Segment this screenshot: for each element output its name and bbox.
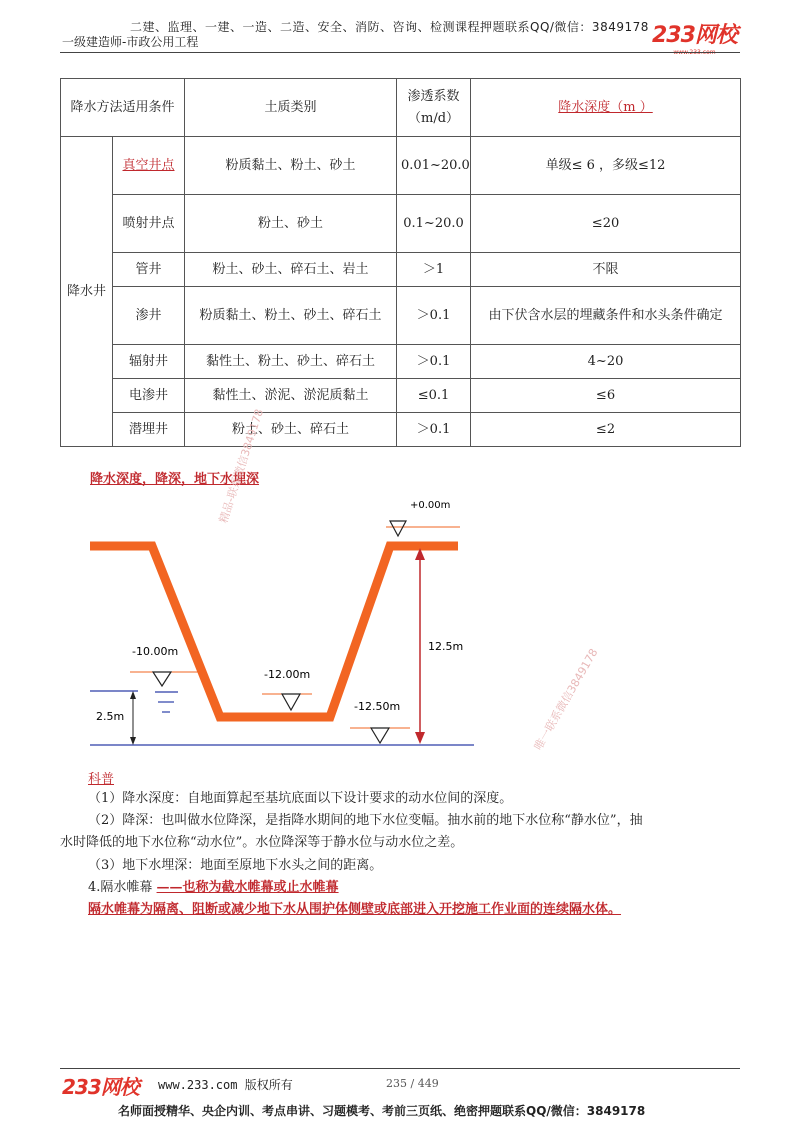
- k-cell: ＞0.1: [397, 413, 471, 447]
- ground-level-triangle: [390, 521, 406, 536]
- header-depth-label: 降水深度（m ）: [558, 99, 653, 115]
- label-top: +0.00m: [410, 500, 451, 511]
- soil-cell: 粉质黏土、粉土、砂土、碎石土: [185, 287, 397, 345]
- label-depth: 12.5m: [428, 640, 464, 653]
- science-p4-red: ——也称为截水帷幕或止水帷幕: [156, 880, 339, 895]
- bottom-level-triangle: [282, 694, 300, 710]
- method-cell: 喷射井点: [113, 195, 185, 253]
- header-condition: 降水方法适用条件: [61, 79, 185, 137]
- header-logo-text: 233网校: [652, 23, 737, 48]
- label-static: -10.00m: [132, 645, 179, 658]
- footer-page-number: 235 / 449: [386, 1077, 439, 1090]
- group-label: 降水井: [61, 137, 113, 447]
- table-row: [61, 195, 741, 253]
- header-logo: [652, 18, 737, 56]
- depth-cell: ≤20: [471, 195, 741, 253]
- header-rule: [60, 52, 740, 53]
- science-p5: [88, 901, 621, 919]
- k-cell: ＞1: [397, 253, 471, 287]
- method-cell: 辐射井: [113, 345, 185, 379]
- footer-contact-line: 名师面授精华、央企内训、考点串讲、习题模考、考前三页纸、绝密押题联系QQ/微信：3849178: [118, 1104, 646, 1118]
- header-contact-line: 二建、监理、一建、一造、二造、安全、消防、咨询、检测课程押题联系QQ/微信：3849178: [130, 20, 649, 34]
- excavation-outline: [90, 546, 458, 717]
- soil-cell: 粉土、砂土: [185, 195, 397, 253]
- table-row: [61, 137, 741, 195]
- depth-cell: 单级≤ 6 ，多级≤12: [471, 137, 741, 195]
- science-heading-text: 科普: [88, 772, 115, 787]
- depth-cell: 由下伏含水层的埋藏条件和水头条件确定: [471, 287, 741, 345]
- depth-cell: ≤2: [471, 413, 741, 447]
- science-p5-text: 隔水帷幕为隔离、阻断或减少地下水从围护体侧壁或底部进入开挖施工作业面的连续隔水体。: [88, 902, 622, 917]
- header-permeability: 渗透系数（m/d）: [397, 79, 471, 137]
- soil-cell: 粉土、砂土、碎石土: [185, 413, 397, 447]
- k-cell: 0.01~20.0: [397, 137, 471, 195]
- footer-logo: 233网校: [62, 1075, 139, 1099]
- footer-site: www.233.com 版权所有: [158, 1078, 293, 1092]
- table-row: [61, 345, 741, 379]
- k-cell: ＞0.1: [397, 345, 471, 379]
- soil-cell: 黏性土、粉土、砂土、碎石土: [185, 345, 397, 379]
- k-cell: ＞0.1: [397, 287, 471, 345]
- table-row: [61, 379, 741, 413]
- depth-cell: 不限: [471, 253, 741, 287]
- label-bottom: -12.00m: [264, 668, 311, 681]
- watermark: 精品-联系微信3849178: [216, 407, 267, 525]
- dewatering-table: [60, 78, 741, 447]
- depth-arrow-head-bottom: [415, 732, 425, 744]
- science-p2b: 水时降低的地下水位称“动水位”。水位降深等于静水位与动水位之差。: [60, 835, 464, 850]
- science-p4-label: 4.隔水帷幕: [88, 880, 157, 895]
- science-p3: （3）地下水埋深：地面至原地下水头之间的距离。: [88, 858, 383, 873]
- method-cell: [113, 137, 185, 195]
- header-subject: 一级建造师-市政公用工程: [62, 35, 199, 49]
- soil-cell: 黏性土、淤泥、淤泥质黏土: [185, 379, 397, 413]
- watermark: 唯一联系微信3849178: [531, 646, 601, 753]
- k-cell: ≤0.1: [397, 379, 471, 413]
- k-cell: 0.1~20.0: [397, 195, 471, 253]
- science-p4: [88, 879, 339, 897]
- science-p1: （1）降水深度：自地面算起至基坑底面以下设计要求的动水位间的深度。: [88, 791, 513, 806]
- table-header-row: [61, 79, 741, 137]
- table-row: [61, 287, 741, 345]
- science-p2a: （2）降深：也叫做水位降深，是指降水期间的地下水位变幅。抽水前的地下水位称“静水位”，抽: [88, 813, 643, 828]
- diagram-title-text: 降水深度，降深，地下水埋深: [90, 472, 260, 487]
- depth-cell: 4~20: [471, 345, 741, 379]
- science-heading: [88, 768, 114, 787]
- static-level-triangle: [153, 672, 171, 686]
- label-dynamic: -12.50m: [354, 700, 401, 713]
- table-row: [61, 253, 741, 287]
- soil-cell: 粉质黏土、粉土、砂土: [185, 137, 397, 195]
- method-cell: 渗井: [113, 287, 185, 345]
- footer-rule: [60, 1068, 740, 1069]
- soil-cell: 粉土、砂土、碎石土、岩土: [185, 253, 397, 287]
- header-depth: [471, 79, 741, 137]
- method-cell: 潜埋井: [113, 413, 185, 447]
- depth-cell: ≤6: [471, 379, 741, 413]
- table-row: [61, 413, 741, 447]
- header-soil: 土质类别: [185, 79, 397, 137]
- method-cell: 电渗井: [113, 379, 185, 413]
- drawdown-arrow-head-top: [130, 691, 136, 699]
- method-name: 真空井点: [122, 157, 175, 173]
- label-drawdown: 2.5m: [96, 710, 125, 723]
- method-cell: 管井: [113, 253, 185, 287]
- dynamic-level-triangle: [371, 728, 389, 743]
- drawdown-arrow-head-bottom: [130, 737, 136, 745]
- dewatering-diagram: [0, 480, 800, 770]
